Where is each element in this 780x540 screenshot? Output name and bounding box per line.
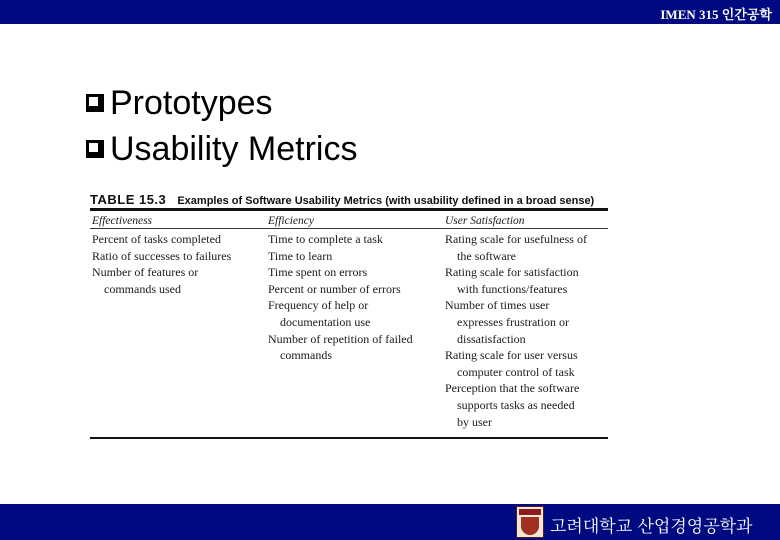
table-bottom-rule (90, 437, 608, 439)
column-header: Effectiveness (92, 215, 153, 227)
crest-shield (521, 517, 539, 535)
table-cell: Frequency of help or (268, 298, 369, 313)
crest-banner (519, 509, 541, 515)
table-cell-continuation: dissatisfaction (457, 331, 526, 346)
table-cell: Percent or number of errors (268, 281, 401, 296)
table-cell: Rating scale for user versus (445, 348, 578, 363)
table-cell-continuation: supports tasks as needed (457, 397, 575, 412)
table-cell: Number of repetition of failed (268, 331, 413, 346)
table-top-rule (90, 208, 608, 211)
table-cell: Time to complete a task (268, 232, 383, 246)
checkbox-bullet-icon (86, 140, 104, 158)
usability-metrics-table (90, 192, 608, 442)
school-name: 고려대학교 산업경영공학과 (550, 517, 753, 537)
table-cell: Rating scale for usefulness of (445, 232, 587, 246)
university-crest-icon (516, 506, 544, 538)
bullet-text: Prototypes (110, 83, 273, 122)
table-cell: Time spent on errors (268, 265, 368, 280)
course-title: IMEN 315 인간공학 (660, 7, 772, 22)
table-cell-continuation: expresses frustration or (457, 314, 569, 329)
column-efficiency (268, 213, 413, 364)
table-cell: Number of times user (445, 298, 550, 313)
checkbox-bullet-icon (86, 94, 104, 112)
table-cell: Rating scale for satisfaction (445, 265, 579, 280)
bullet-text: Usability Metrics (110, 129, 358, 168)
table-cell-continuation: documentation use (280, 314, 371, 329)
table-cell: Ratio of successes to failures (92, 248, 232, 263)
column-effectiveness (92, 213, 231, 297)
bullet-list (86, 80, 357, 172)
table-cell-continuation: with functions/features (457, 281, 568, 296)
table-cell: Number of features or (92, 265, 199, 280)
table-cell: Time to learn (268, 248, 333, 263)
table-title: Examples of Software Usability Metrics (with usability defined in a broad sense) (177, 195, 595, 207)
table-cell-continuation: commands used (104, 281, 181, 296)
column-header: User Satisfaction (445, 215, 525, 227)
table-cell: Percent of tasks completed (92, 232, 221, 246)
table-cell-continuation: the software (457, 248, 516, 263)
column-header: Efficiency (268, 215, 314, 227)
table-caption (90, 192, 594, 207)
table-cell-continuation: computer control of task (457, 364, 575, 379)
header-bar (0, 0, 780, 24)
table-cell: Perception that the software (445, 381, 580, 396)
table-cell-continuation: by user (457, 414, 492, 429)
bullet-prototypes (86, 80, 357, 126)
table-number: TABLE 15.3 (90, 192, 167, 207)
bullet-usability-metrics (86, 126, 357, 172)
column-user-satisfaction (445, 213, 587, 430)
table-cell-continuation: commands (280, 348, 332, 363)
